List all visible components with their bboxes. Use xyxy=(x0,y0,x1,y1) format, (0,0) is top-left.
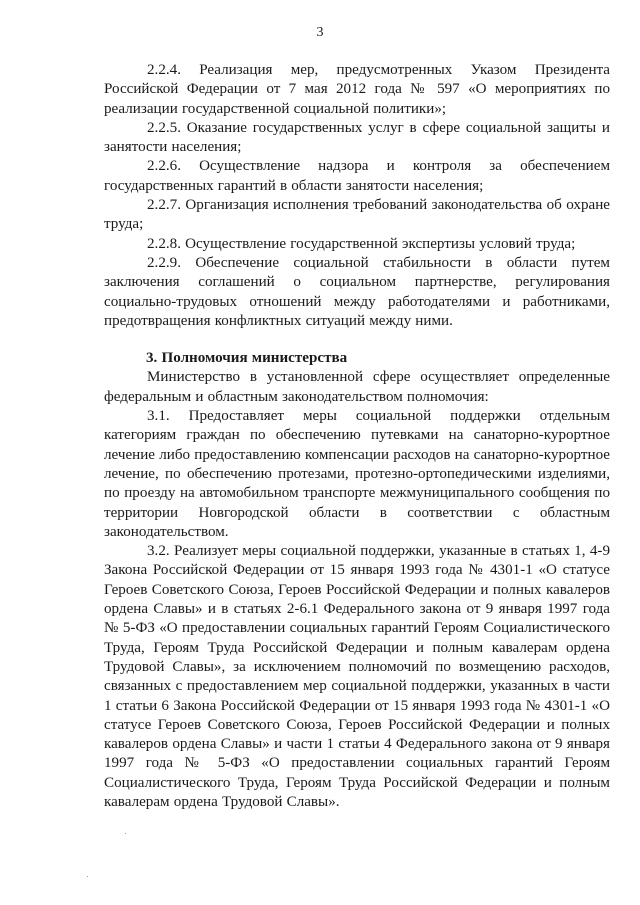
section-heading: 3. Полномочия министерства xyxy=(146,350,348,367)
section-intro: Министерство в установленной сфере осуществляет определенные федеральным и областным законодательством полномочия: xyxy=(104,369,610,405)
clause-2-2-6: 2.2.6. Осуществление надзора и контроля за обеспечением государственных гарантий в области занятости населения; xyxy=(104,158,610,194)
document-body xyxy=(104,61,610,812)
clause-2-2-5: 2.2.5. Оказание государственных услуг в сфере социальной защиты и занятости населения; xyxy=(104,119,610,156)
clause-3-1: 3.1. Предоставляет меры социальной поддержки отдельным категориям граждан по обеспечению путевками на санаторно-курортное лечение либо предоставлению компенсации расходов на санаторно-курортное лечение, по обеспечению протезами, протезно-ортопедическими изделиями, по проезду на автомобильном транспорте межмуниципального сообщения по территории Новгородской области в соответствии с областным законодательством. xyxy=(104,408,610,540)
clause-2-2-4: 2.2.4. Реализация мер, предусмотренных Указом Президента Российской Федерации от 7 мая 2012 года № 597 «О мероприятиях по реализации государственной социальной политики»; xyxy=(104,62,610,117)
clause-3-2: 3.2. Реализует меры социальной поддержки, указанные в статьях 1, 4-9 Закона Российской Федерации от 15 января 1993 года № 4301-1 «О статусе Героев Советского Союза, Героев Российской Федерации и полных кавалеров ордена Славы» и в статьях 2-6.1 Федерального закона от 9 января 1997 года № 5-ФЗ «О предоставлении социальных гарантий Героям Социалистического Труда, Героям Труда Российской Федерации и полным кавалерам ордена Трудовой Славы», за исключением полномочий по возмещению расходов, связанных с предоставлением мер социальной поддержки, указанных в части 1 статьи 6 Закона Российской Федерации от 15 января 1993 года № 4301-1 «О статусе Героев Советского Союза, Героев Российской Федерации и полных кавалеров ордена Славы» и части 1 статьи 4 Федерального закона от 9 января 1997 года № 5-ФЗ «О предоставлении социальных гарантий Героям Социалистического Труда, Героям Труда Российской Федерации и полным кавалерам ордена Трудовой Славы». xyxy=(104,543,610,810)
clause-2-2-7: 2.2.7. Организация исполнения требований законодательства об охране труда; xyxy=(104,197,610,233)
scan-speck xyxy=(87,876,88,877)
clause-2-2-8: 2.2.8. Осуществление государственной экспертизы условий труда; xyxy=(147,235,576,252)
page-number: 3 xyxy=(316,25,324,40)
scan-speck xyxy=(125,833,126,834)
clause-2-2-9: 2.2.9. Обеспечение социальной стабильности в области путем заключения соглашений о социальном партнерстве, регулирования социально-трудовых отношений между работодателями и работниками, предотвращения конфликтных ситуаций между ними. xyxy=(104,254,610,329)
